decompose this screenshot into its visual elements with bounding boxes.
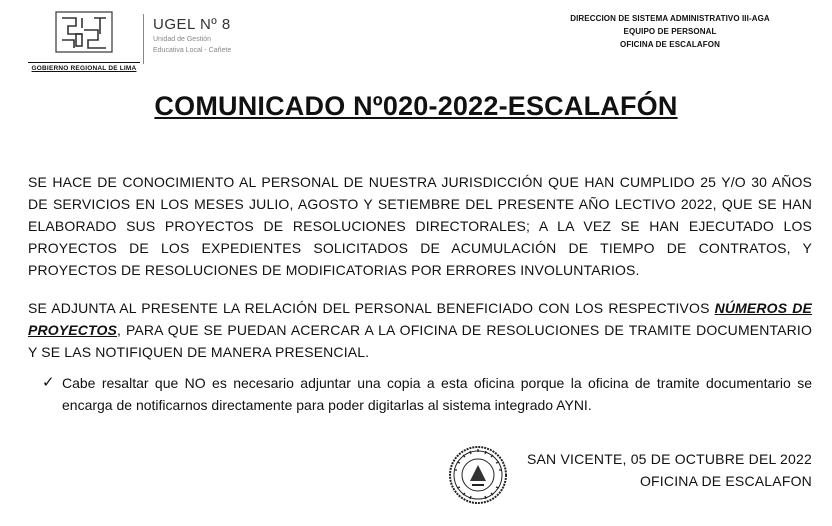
- check-item-text: Cabe resaltar que NO es necesario adjuntar una copia a esta oficina porque la oficina de tramite documentario se encarga de notificarnos directamente para poder digitarlas al sistema integrado AYNI.: [62, 375, 812, 413]
- gobierno-regional-logo-block: [28, 10, 146, 72]
- ugel-subtitle-line2: Educativa Local - Cañete: [153, 47, 232, 54]
- signing-office: OFICINA DE ESCALAFON: [639, 473, 812, 489]
- header-divider: [143, 14, 144, 64]
- paragraph-2-end: , PARA QUE SE PUEDAN ACERCAR A LA OFICINA DE RESOLUCIONES DE TRAMITE DOCUMENTARIO Y SE LAS NOTIFIQUEN DE MANERA PRESENCIAL.: [28, 322, 812, 360]
- gobierno-regional-label: GOBIERNO REGIONAL DE LIMA: [28, 62, 140, 72]
- official-seal-stamp-icon: [448, 445, 508, 505]
- paragraph-1: SE HACE DE CONOCIMIENTO AL PERSONAL DE NUESTRA JURISDICCIÓN QUE HAN CUMPLIDO 25 Y/O 30 AÑOS DE SERVICIOS EN LOS MESES JULIO, AGOSTO Y SETIEMBRE DEL PRESENTE AÑO LECTIVO 2022, QUE SE HAN ELABORADO SUS PROYECTOS DE RESOLUCIONES DIRECTORALES; A LA VEZ SE HAN EJECUTADO LOS PROYECTOS DE LOS EXPEDIENTES SOLICITADOS DE ACUMULACIÓN DE TIEMPO DE CONTRATOS, Y PROYECTOS DE RESOLUCIONES DE MODIFICATORIAS POR ERRORES INVOLUNTARIOS.: [28, 174, 812, 278]
- paragraph-2: [28, 297, 812, 363]
- paragraph-2-start: SE ADJUNTA AL PRESENTE LA RELACIÓN DEL PERSONAL BENEFICIADO CON LOS RESPECTIVOS: [28, 300, 715, 316]
- check-list-item: [42, 372, 812, 416]
- ugel-subtitle-line1: Unidad de Gestión: [153, 36, 211, 43]
- paragraph-2-emphasis: NÚMEROS DE PROYECTOS: [28, 300, 812, 338]
- admin-line-oficina: OFICINA DE ESCALAFON: [620, 40, 720, 49]
- ugel-logo-block: [153, 16, 231, 55]
- admin-line-direccion: DIRECCION DE SISTEMA ADMINISTRATIVO III-AGA: [570, 14, 770, 23]
- place-date: SAN VICENTE, 05 DE OCTUBRE DEL 2022: [526, 451, 812, 467]
- gobierno-regional-emblem-icon: [54, 10, 114, 54]
- ugel-title: UGEL Nº 8: [153, 16, 231, 33]
- admin-line-equipo: EQUIPO DE PERSONAL: [623, 27, 717, 36]
- checkmark-icon: ✓: [42, 374, 55, 391]
- signature-block: [500, 448, 812, 492]
- document-title: COMUNICADO Nº020-2022-ESCALAFÓN: [154, 91, 678, 121]
- admin-header: [540, 12, 800, 51]
